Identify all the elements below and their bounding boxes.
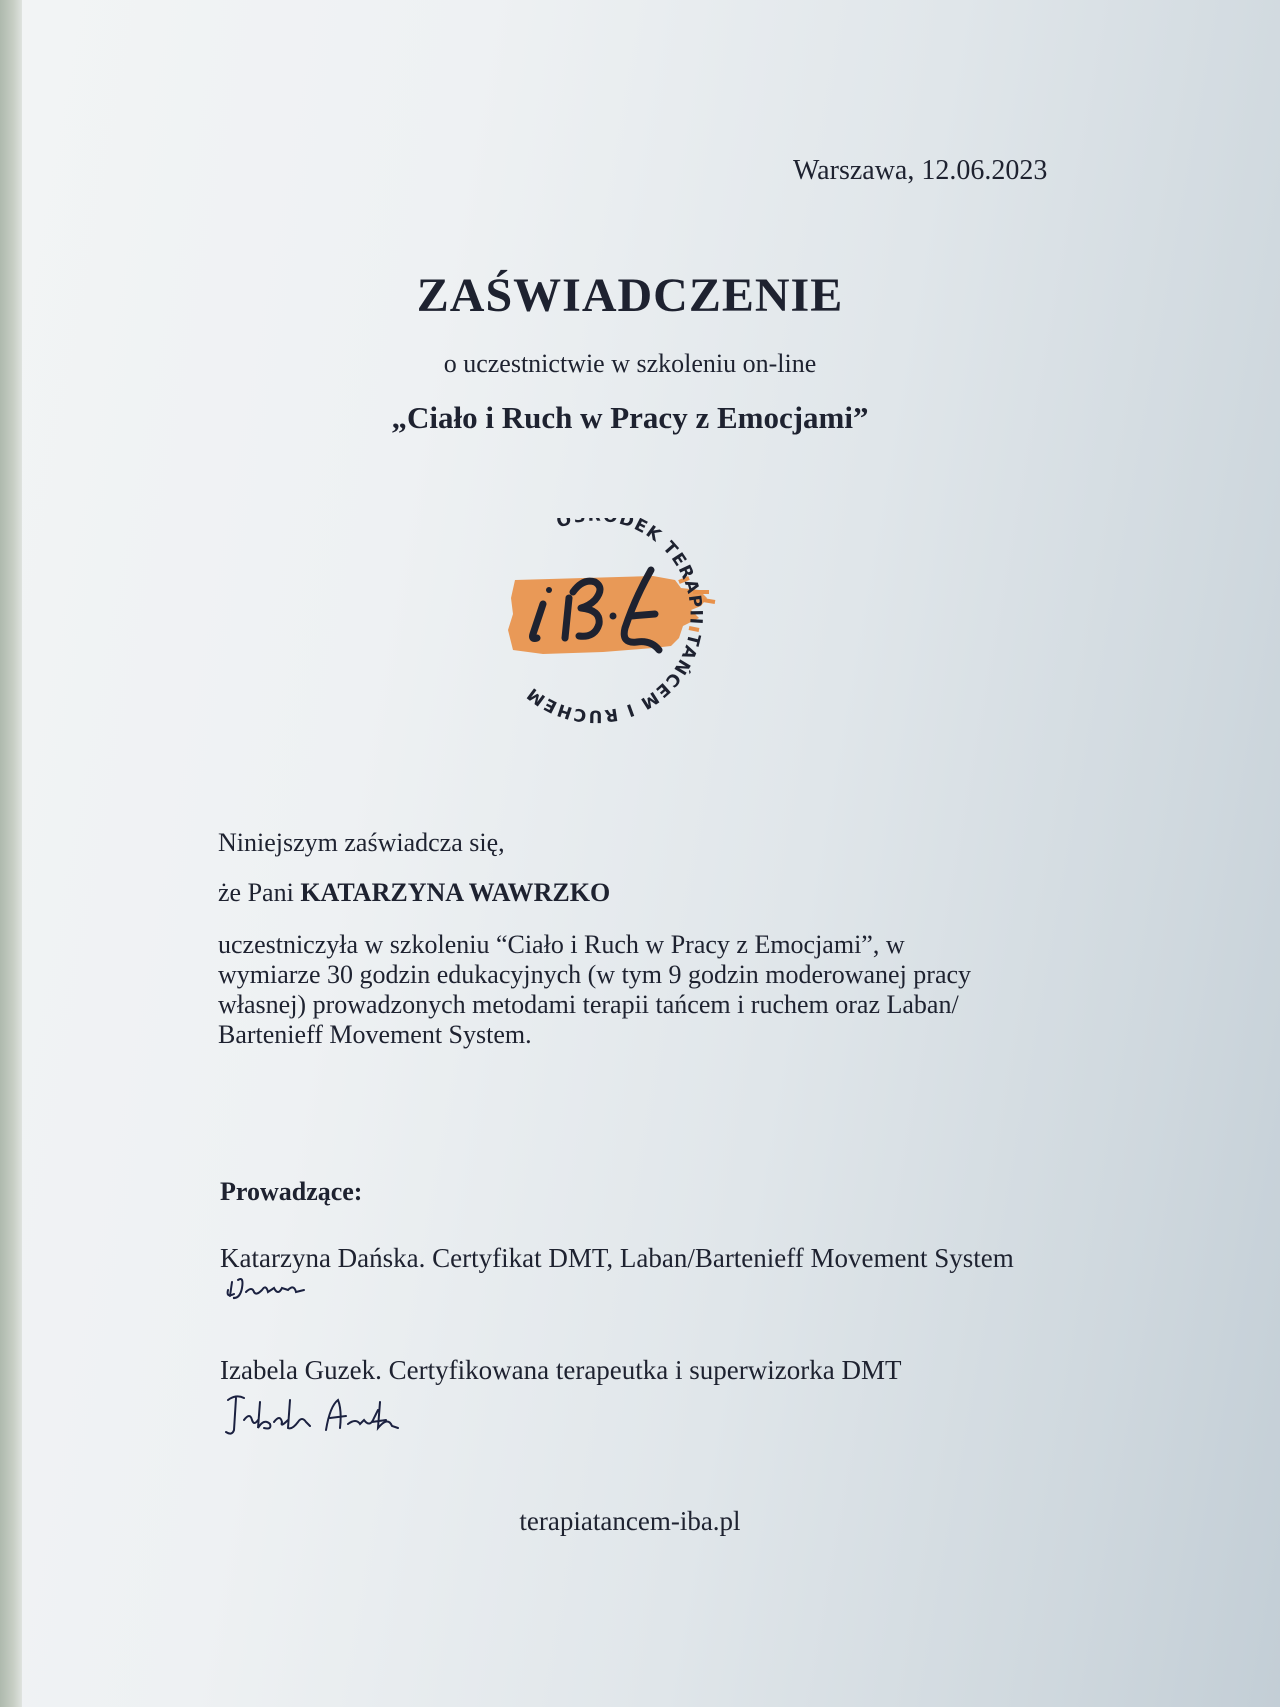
signature-2 <box>222 1390 412 1440</box>
recipient-name: KATARZYNA WAWRZKO <box>300 878 611 907</box>
lecturers-heading: Prowadzące: <box>220 1177 363 1206</box>
course-description <box>218 930 1058 1050</box>
description-line: wymiarze 30 godzin edukacyjnych (w tym 9 godzin moderowanej pracy <box>218 960 972 989</box>
document-date: Warszawa, 12.06.2023 <box>793 155 1048 186</box>
logo-ring-text: O DEK TERAPII TAŃCEM I RUCHEM <box>522 518 706 726</box>
description-line: własnej) prowadzonych metodami terapii tańcem i ruchem oraz Laban/ <box>218 990 959 1019</box>
certification-intro: Niniejszym zaświadcza się, <box>218 828 505 857</box>
document-title: ZAŚWIADCZENIE <box>416 269 844 322</box>
lecturer-1: Katarzyna Dańska. Certyfikat DMT, Laban/Bartenieff Movement System <box>220 1243 1014 1273</box>
recipient-line <box>218 878 610 908</box>
website-link[interactable]: terapiatancem-iba.pl <box>519 1506 741 1536</box>
certificate-page <box>22 0 1280 1707</box>
description-line: uczestniczyła w szkoleniu “Ciało i Ruch w Pracy z Emocjami”, w <box>218 930 905 959</box>
iba-logo <box>503 518 763 738</box>
document-subtitle: o uczestnictwie w szkoleniu on-line <box>443 349 817 378</box>
page-edge-shadow <box>0 0 22 1707</box>
recipient-prefix: że Pani <box>218 878 294 907</box>
iba-logo-graphic <box>503 518 763 738</box>
course-title: „Ciało i Ruch w Pracy z Emocjami” <box>391 400 869 435</box>
signature-1 <box>222 1268 322 1302</box>
lecturer-2: Izabela Guzek. Certyfikowana terapeutka i superwizorka DMT <box>220 1355 902 1385</box>
description-line: Bartenieff Movement System. <box>218 1020 532 1049</box>
